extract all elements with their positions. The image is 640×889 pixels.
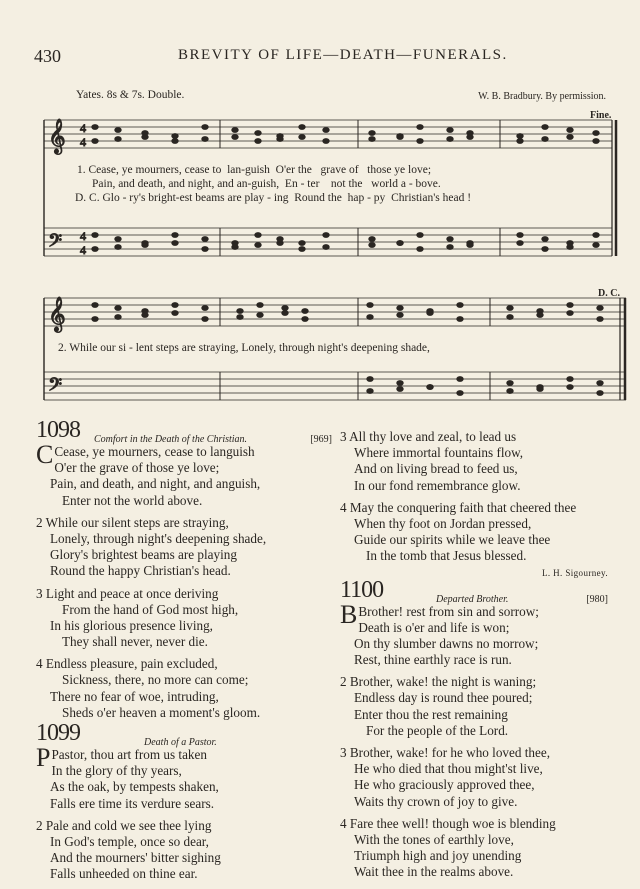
note-head bbox=[427, 385, 433, 390]
note-head bbox=[115, 137, 121, 142]
note-head bbox=[397, 313, 403, 318]
note-head bbox=[202, 247, 208, 252]
note-head bbox=[172, 241, 178, 246]
note-head bbox=[115, 128, 121, 133]
hymn-1098-stanza-4: 4 Endless pleasure, pain excluded, Sickness, there, no more can come; There no fear of woe, intruding, Sheds o'er heaven a moment's gloom. bbox=[36, 656, 261, 720]
hymn-author: L. H. Sigourney. bbox=[541, 567, 608, 578]
note-head bbox=[237, 315, 243, 320]
note-head bbox=[517, 134, 523, 139]
note-head bbox=[299, 247, 305, 252]
hymn-number: 1098 bbox=[36, 417, 80, 443]
note-head bbox=[537, 313, 543, 318]
note-head bbox=[417, 247, 423, 252]
music-system-1 bbox=[44, 119, 626, 400]
note-head bbox=[367, 389, 373, 394]
note-head bbox=[369, 237, 375, 242]
note-head bbox=[115, 306, 121, 311]
note-head bbox=[255, 233, 261, 238]
clef-glyph: 𝄞 bbox=[48, 120, 66, 153]
note-head bbox=[367, 303, 373, 308]
note-head bbox=[369, 243, 375, 248]
note-head bbox=[517, 241, 523, 246]
note-head bbox=[397, 241, 403, 246]
left-column bbox=[36, 417, 332, 883]
note-head bbox=[447, 245, 453, 250]
note-head bbox=[542, 137, 548, 142]
note-head bbox=[507, 306, 513, 311]
note-head bbox=[115, 237, 121, 242]
music-lyric-v2: 2. While our si - lent steps are straying, Lonely, through night's deepening shade, bbox=[58, 342, 430, 354]
note-head bbox=[255, 243, 261, 248]
note-head bbox=[172, 303, 178, 308]
clef-glyph: 𝄢 bbox=[48, 374, 63, 399]
note-head bbox=[597, 317, 603, 322]
note-head bbox=[142, 243, 148, 248]
note-head bbox=[369, 137, 375, 142]
note-head bbox=[323, 128, 329, 133]
note-head bbox=[507, 381, 513, 386]
note-head bbox=[202, 306, 208, 311]
hymn-1099-stanza-3: 3 All thy love and zeal, to lead us Where immortal fountains flow, And on living bread to feed us, In our fond remembrance glow. bbox=[340, 429, 524, 493]
clef-glyph: 4 bbox=[80, 229, 86, 243]
note-head bbox=[417, 233, 423, 238]
note-head bbox=[397, 381, 403, 386]
note-head bbox=[172, 134, 178, 139]
note-head bbox=[257, 313, 263, 318]
note-head bbox=[232, 128, 238, 133]
note-head bbox=[299, 135, 305, 140]
note-head bbox=[542, 125, 548, 130]
hymn-subtitle: Death of a Pastor. bbox=[144, 737, 217, 748]
clef-glyph: 𝄞 bbox=[48, 298, 66, 331]
note-head bbox=[542, 237, 548, 242]
note-head bbox=[567, 135, 573, 140]
hymn-ref: [969] bbox=[310, 434, 332, 445]
hymn-subtitle: Comfort in the Death of the Christian. bbox=[94, 434, 248, 445]
note-head bbox=[232, 135, 238, 140]
note-head bbox=[299, 241, 305, 246]
note-head bbox=[593, 139, 599, 144]
right-column bbox=[340, 429, 608, 881]
note-head bbox=[457, 317, 463, 322]
note-head bbox=[282, 306, 288, 311]
note-head bbox=[299, 125, 305, 130]
note-head bbox=[142, 313, 148, 318]
note-head bbox=[202, 317, 208, 322]
note-head bbox=[593, 233, 599, 238]
note-head bbox=[92, 139, 98, 144]
note-head bbox=[417, 125, 423, 130]
hymn-1098-stanza-3: 3 Light and peace at once deriving From the hand of God most high, In his glorious presence living, They shall never, never die. bbox=[36, 585, 239, 650]
hymn-1098-header bbox=[36, 417, 332, 448]
note-head bbox=[367, 377, 373, 382]
note-head bbox=[457, 303, 463, 308]
note-head bbox=[115, 315, 121, 320]
hymn-1100-header bbox=[340, 576, 608, 608]
note-head bbox=[277, 137, 283, 142]
note-head bbox=[597, 306, 603, 311]
hymn-1100-stanza-2: 2 Brother, wake! the night is waning; Endless day is round thee poured; Enter thou the rest remaining For the people of the Lord. bbox=[340, 674, 537, 738]
music-lyric-v1: 1. Cease, ye mourners, cease to lan-guish O'er the grave of those ye love; bbox=[77, 164, 432, 176]
note-head bbox=[232, 245, 238, 250]
clef-glyph: 4 bbox=[80, 121, 86, 135]
note-head bbox=[397, 135, 403, 140]
note-head bbox=[302, 309, 308, 314]
note-head bbox=[255, 131, 261, 136]
note-head bbox=[282, 311, 288, 316]
note-head bbox=[255, 139, 261, 144]
note-head bbox=[397, 306, 403, 311]
note-head bbox=[369, 131, 375, 136]
note-head bbox=[92, 233, 98, 238]
note-head bbox=[517, 233, 523, 238]
note-head bbox=[567, 385, 573, 390]
hymn-number: 1100 bbox=[340, 576, 384, 603]
note-head bbox=[593, 131, 599, 136]
hymn-1100-stanza-1: B Brother! rest from sin and sorrow; Death is o'er and life is won; On thy slumber dawns no morrow; Rest, thine earthly race is run. bbox=[340, 599, 539, 668]
note-head bbox=[567, 303, 573, 308]
hymn-ref: [980] bbox=[586, 593, 608, 605]
note-head bbox=[447, 237, 453, 242]
note-head bbox=[537, 387, 543, 392]
clef-glyph: 4 bbox=[80, 243, 86, 257]
note-head bbox=[92, 247, 98, 252]
note-head bbox=[92, 303, 98, 308]
note-head bbox=[115, 245, 121, 250]
clef-glyph: 𝄢 bbox=[48, 230, 63, 255]
running-title: BREVITY OF LIFE—DEATH—FUNERALS. bbox=[178, 47, 508, 63]
hymn-1100-stanza-4: 4 Fare thee well! though woe is blending With the tones of earthly love, Triumph high and joy unending Wait thee in the realms above. bbox=[340, 815, 556, 880]
note-head bbox=[172, 311, 178, 316]
note-head bbox=[257, 303, 263, 308]
note-head bbox=[467, 243, 473, 248]
hymn-1098-stanza-2: 2 While our silent steps are straying, Lonely, through night's deepening shade, Glory's brightest beams are playing Round the happy Christian's head. bbox=[36, 514, 267, 579]
note-head bbox=[457, 377, 463, 382]
note-head bbox=[277, 241, 283, 246]
clef-glyph: 4 bbox=[80, 135, 86, 149]
note-head bbox=[597, 381, 603, 386]
note-head bbox=[367, 315, 373, 320]
note-head bbox=[597, 391, 603, 396]
tune-name-meter: Yates. 8s & 7s. Double. bbox=[76, 89, 185, 101]
music-lyric-dc: D. C. Glo - ry's bright-est beams are play - ing Round the hap - py Christian's head ! bbox=[75, 192, 472, 204]
page-number: 430 bbox=[34, 46, 61, 66]
note-head bbox=[172, 233, 178, 238]
note-head bbox=[202, 137, 208, 142]
note-head bbox=[567, 128, 573, 133]
note-head bbox=[567, 245, 573, 250]
note-head bbox=[517, 139, 523, 144]
note-head bbox=[323, 233, 329, 238]
note-head bbox=[92, 317, 98, 322]
hymn-1100-stanza-3: 3 Brother, wake! for he who loved thee, He who died that thou might'st live, He who graciously approved thee, Waits thy crown of joy to give. bbox=[340, 745, 551, 809]
hymn-1099-stanza-1: P Pastor, thou art from us taken In the glory of thy years, As the oak, by tempests shaken, Falls ere time its verdure sears. bbox=[36, 743, 219, 811]
note-head bbox=[172, 139, 178, 144]
hymn-subtitle: Departed Brother. bbox=[436, 593, 509, 605]
fine-mark: Fine. bbox=[590, 110, 612, 121]
note-head bbox=[323, 245, 329, 250]
dc-mark: D. C. bbox=[598, 288, 620, 299]
note-head bbox=[92, 125, 98, 130]
music-lyric-v1b: Pain, and death, and night, and an-guish, En - ter not the world a - bove. bbox=[92, 178, 441, 190]
hymn-1099-stanza-4: 4 May the conquering faith that cheered thee When thy foot on Jordan pressed, Guide our spirits while we leave thee In the tomb that Jesus blessed. bbox=[340, 499, 577, 564]
note-head bbox=[567, 311, 573, 316]
note-head bbox=[457, 391, 463, 396]
note-head bbox=[507, 315, 513, 320]
hymn-1099-stanza-2: 2 Pale and cold we see thee lying In God's temple, once so dear, And the mourners' bitter sighing Falls unheeded on thine ear. bbox=[36, 817, 221, 882]
note-head bbox=[447, 137, 453, 142]
hymn-number: 1099 bbox=[36, 720, 80, 746]
note-head bbox=[142, 135, 148, 140]
hymn-1098-stanza-1: C Cease, ye mourners, cease to languish O'er the grave of those ye love; Pain, and death, and night, and anguish, Enter not the world above. bbox=[36, 440, 261, 508]
note-head bbox=[593, 243, 599, 248]
note-head bbox=[202, 237, 208, 242]
note-head bbox=[427, 311, 433, 316]
note-head bbox=[542, 247, 548, 252]
note-head bbox=[507, 389, 513, 394]
note-head bbox=[237, 309, 243, 314]
note-head bbox=[567, 377, 573, 382]
hymn-1099-header bbox=[36, 720, 332, 751]
tune-composer: W. B. Bradbury. By permission. bbox=[478, 91, 606, 102]
note-head bbox=[397, 387, 403, 392]
note-head bbox=[417, 139, 423, 144]
note-head bbox=[302, 317, 308, 322]
note-head bbox=[323, 139, 329, 144]
note-head bbox=[202, 125, 208, 130]
note-head bbox=[447, 128, 453, 133]
note-head bbox=[467, 135, 473, 140]
